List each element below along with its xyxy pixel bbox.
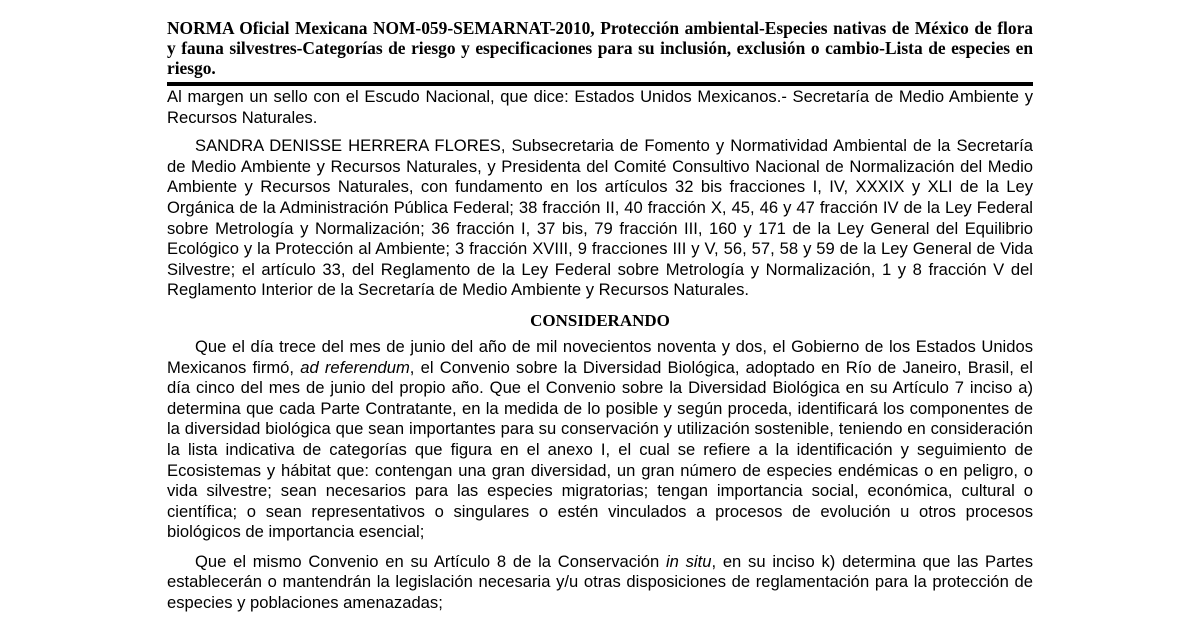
considerando-paragraph-2 [167, 552, 1033, 614]
document-page [167, 18, 1033, 614]
considerando-paragraph-1 [167, 337, 1033, 543]
title-divider [167, 82, 1033, 86]
margin-note: Al margen un sello con el Escudo Nacional, que dice: Estados Unidos Mexicanos.- Secretaría de Medio Ambiente y Recursos Naturales. [167, 87, 1033, 127]
italic-term: in situ [665, 551, 712, 571]
italic-term: ad referendum [300, 357, 410, 377]
preamble-paragraph: SANDRA DENISSE HERRERA FLORES, Subsecretaria de Fomento y Normatividad Ambiental de la Secretaría de Medio Ambiente y Recursos Naturales, y Presidenta del Comité Consultivo Nacional de Normalización del Medio Ambiente y Recursos Naturales, con fundamento en los artículos 32 bis fracciones I, IV, XXXIX y XLI de la Ley Orgánica de la Administración Pública Federal; 38 fracción II, 40 fracción X, 45, 46 y 47 fracción IV de la Ley Federal sobre Metrología y Normalización; 36 fracción I, 37 bis, 79 fracción III, 160 y 171 de la Ley General del Equilibrio Ecológico y la Protección al Ambiente; 3 fracción XVIII, 9 fracciones III y V, 56, 57, 58 y 59 de la Ley General de Vida Silvestre; el artículo 33, del Reglamento de la Ley Federal sobre Metrología y Normalización, 1 y 8 fracción V del Reglamento Interior de la Secretaría de Medio Ambiente y Recursos Naturales. [167, 136, 1033, 300]
paragraph-text: , el Convenio sobre la Diversidad Biológica, adoptado en Río de Janeiro, Brasil, el día cinco del mes de junio del propio año. Que el Convenio sobre la Diversidad Biológica en su Artículo 7 inciso a) determina que cada Parte Contratante, en la medida de lo posible y según proceda, identificará los componentes de la diversidad biológica que sean importantes para su conservación y utilización sostenible, teniendo en consideración la lista indicativa de categorías que figura en el anexo I, el cual se refiere a la identificación y seguimiento de Ecosistemas y hábitat que: contengan una gran diversidad, un gran número de especies endémicas o en peligro, o vida silvestre; sean necesarios para las especies migratorias; tengan importancia social, económica, cultural o científica; o sean representativos o singulares o estén vinculados a procesos de evolución u otros procesos biológicos de importancia esencial; [167, 357, 1033, 542]
paragraph-text: Que el mismo Convenio en su Artículo 8 de la Conservación [195, 551, 666, 571]
section-heading: CONSIDERANDO [530, 310, 670, 330]
paragraph-text: Que el día trece del mes de junio del año de mil novecientos noventa y dos, el Gobierno de los Estados Unidos Mexicanos firmó, [167, 336, 1033, 377]
paragraph-text: , en su inciso k) determina que las Partes establecerán o mantendrán la legislación necesaria y/u otras disposiciones de reglamentación para la protección de especies y poblaciones amenazadas; [167, 551, 1033, 613]
document-title: NORMA Oficial Mexicana NOM-059-SEMARNAT-2010, Protección ambiental-Especies nativas de México de flora y fauna silvestres-Categorías de riesgo y especificaciones para su inclusión, exclusión o cambio-Lista de especies en riesgo. [167, 18, 1033, 78]
